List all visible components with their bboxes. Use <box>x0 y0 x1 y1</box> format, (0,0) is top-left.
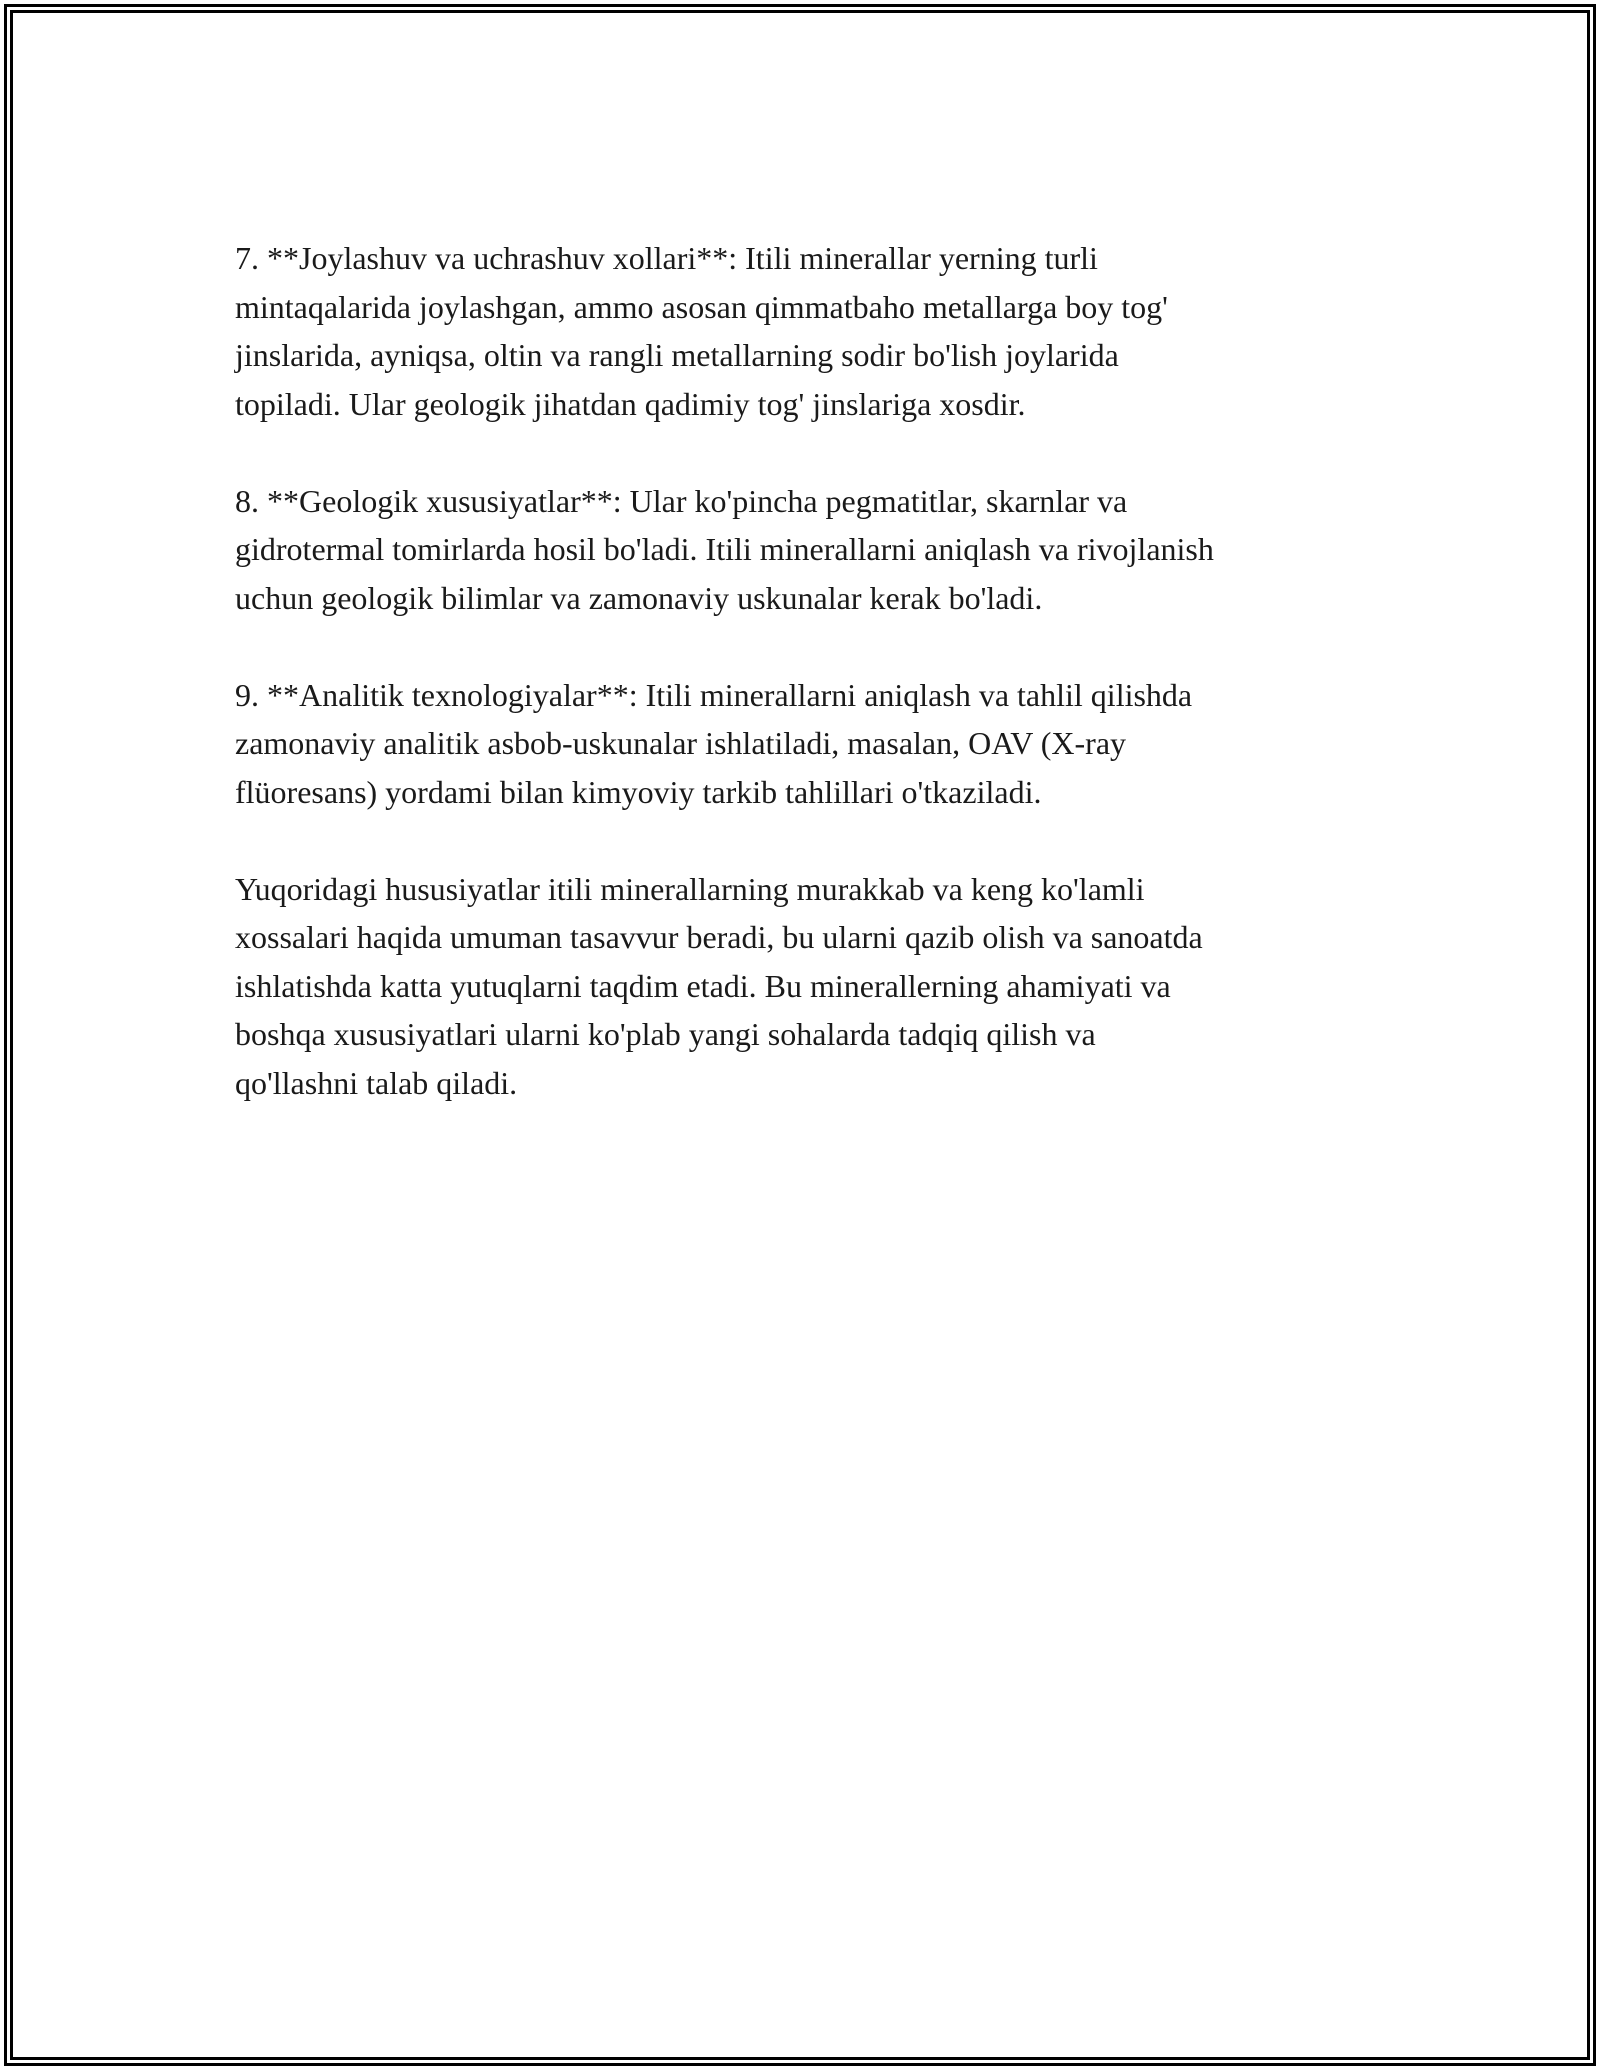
document-body <box>235 234 1375 1156</box>
paragraph-item-7: 7. **Joylashuv va uchrashuv xollari**: Itili minerallar yerning turli mintaqalarida joylashgan, ammo asosan qimmatbaho metallarga boy tog' jinslarida, ayniqsa, oltin va rangli metallarning sodir bo'lish joylarida topiladi. Ular geologik jihatdan qadimiy tog' jinslariga xosdir. <box>235 240 1168 422</box>
paragraph-item-8: 8. **Geologik xususiyatlar**: Ular ko'pincha pegmatitlar, skarnlar va gidrotermal tomirlarda hosil bo'ladi. Itili minerallarni aniqlash va rivojlanish uchun geologik bilimlar va zamonaviy uskunalar kerak bo'ladi. <box>235 482 1214 616</box>
paragraph-conclusion: Yuqoridagi hususiyatlar itili minerallarning murakkab va keng ko'lamli xossalari haqida umuman tasavvur beradi, bu ularni qazib olish va sanoatda ishlatishda katta yutuqlarni taqdim etadi. Bu minerallerning ahamiyati va boshqa xususiyatlari ularni ko'plab yangi sohalarda tadqiq qilish va qo'llashni talab qiladi. <box>235 870 1203 1101</box>
paragraph-item-9: 9. **Analitik texnologiyalar**: Itili minerallarni aniqlash va tahlil qilishda zamonaviy analitik asbob-uskunalar ishlatiladi, masalan, OAV (X-ray flüoresans) yordami bilan kimyoviy tarkib tahlillari o'tkaziladi. <box>235 676 1193 810</box>
